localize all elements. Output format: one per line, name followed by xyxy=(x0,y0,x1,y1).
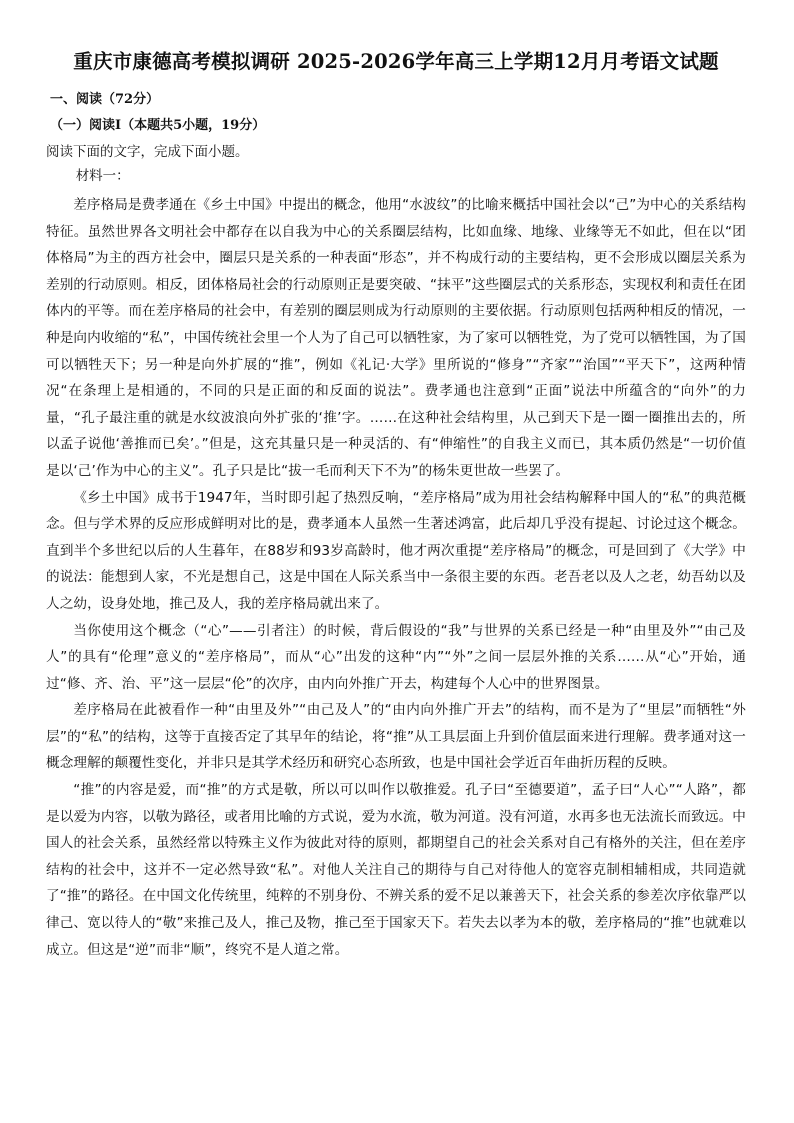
exam-title: 重庆市康德高考模拟调研 2025-2026学年高三上学期12月月考语文试题 xyxy=(73,50,719,73)
paragraph-4: 差序格局在此被看作一种“由里及外”“由己及人”的“由内向外推广开去”的结构，而不是为了“里层”而牺牲“外层”的“私”的结构，这等于直接否定了其早年的结论，将“推”从工具层面上升到价值层面来进行理解。费孝通对这一概念理解的颠覆性变化，并非只是其学术经历和研究心态所致，也是中国社会学近百年曲折历程的反映。 xyxy=(46,702,746,772)
material-label: 材料一： xyxy=(75,168,130,184)
section-heading: 一、阅读（72分） xyxy=(50,92,160,107)
subsection-heading: （一）阅读Ⅰ（本题共5小题，19分） xyxy=(50,118,266,133)
paragraph-2: 《乡土中国》成书于1947年，当时即引起了热烈反响，“差序格局”成为用社会结构解释中国人的“私”的典范概念。但与学术界的反应形成鲜明对比的是，费孝通本人虽然一生著述鸿富，此后却几乎没有提起、讨论过这个概念。直到半个多世纪以后的人生暮年，在88岁和93岁高龄时，他才两次重提“差序格局”的概念，可是回到了《大学》中的说法：能想到人家，不光是想自己，这是中国在人际关系当中一条很主要的东西。老吾老以及人之老，幼吾幼以及人之幼，设身处地，推己及人，我的差序格局就出来了。 xyxy=(46,489,746,612)
paragraph-1: 差序格局是费孝通在《乡土中国》中提出的概念，他用“水波纹”的比喻来概括中国社会以“己”为中心的关系结构特征。虽然世界各文明社会中都存在以自我为中心的关系圈层结构，比如血缘、地缘、业缘等无不如此，但在以“团体格局”为主的西方社会中，圈层只是关系的一种表面“形态”，并不构成行动的主要结构，更不会形成以圈层关系为差别的行动原则。相反，团体格局社会的行动原则正是要突破、“抹平”这些圈层式的关系形态，实现权利和责任在团体内的平等。而在差序格局的社会中，有差别的圈层则成为行动原则的主要依据。行动原则包括两种相反的情况，一种是向内收缩的“私”，中国传统社会里一个人为了自己可以牺牲家，为了家可以牺牲党，为了党可以牺牲国，为了国可以牺牲天下；另一种是向外扩展的“推”，例如《礼记·大学》里所说的“修身”“齐家”“治国”“平天下”，这两种情况“在条理上是相通的，不同的只是正面的和反面的说法”。费孝通也注意到“正面”说法中所蕴含的“向外”的力量，“孔子最注重的就是水纹波浪向外扩张的‘推’字。……在这种社会结构里，从己到天下是一圈一圈推出去的，所以孟子说他‘善推而已矣’。”但是，这充其量只是一种灵活的、有“伸缩性”的自我主义而已，其本质仍然是“一切价值是以‘己’作为中心的主义”。孔子只是比“拔一毛而利天下不为”的杨朱更世故一些罢了。 xyxy=(46,197,746,479)
paragraph-3: 当你使用这个概念（“心”——引者注）的时候，背后假设的“我”与世界的关系已经是一种“由里及外”“由己及人”的具有“伦理”意义的“差序格局”，而从“心”出发的这种“内”“外”之间一层层外推的关系……从“心”开始，通过“修、齐、治、平”这一层层“伦”的次序，由内向外推广开去，构建每个人心中的世界图景。 xyxy=(46,622,746,692)
paragraph-5: “推”的内容是爱，而“推”的方式是敬，所以可以叫作以敬推爱。孔子曰“至德要道”，孟子曰“人心”“人路”，都是以爱为内容，以敬为路径，或者用比喻的方式说，爱为水流，敬为河道。没有河道，水再多也无法流长而致远。中国人的社会关系，虽然经常以特殊主义作为彼此对待的原则，都期望自己的社会关系对自己有格外的关注，但在差序结构的社会中，这并不一定必然导致“私”。对他人关注自己的期待与自己对待他人的宽容克制相辅相成，共同造就了“推”的路径。在中国文化传统里，纯粹的不别身份、不辨关系的爱不足以兼善天下，社会关系的参差次序依靠严以律己、宽以待人的“敬”来推己及人，推己及物，推己至于国家天下。若失去以孝为本的敬，差序格局的“推”也就难以成立。但这是“逆”而非“顺”，终究不是人道之常。 xyxy=(46,782,746,958)
instruction-text: 阅读下面的文字，完成下面小题。 xyxy=(46,144,249,160)
